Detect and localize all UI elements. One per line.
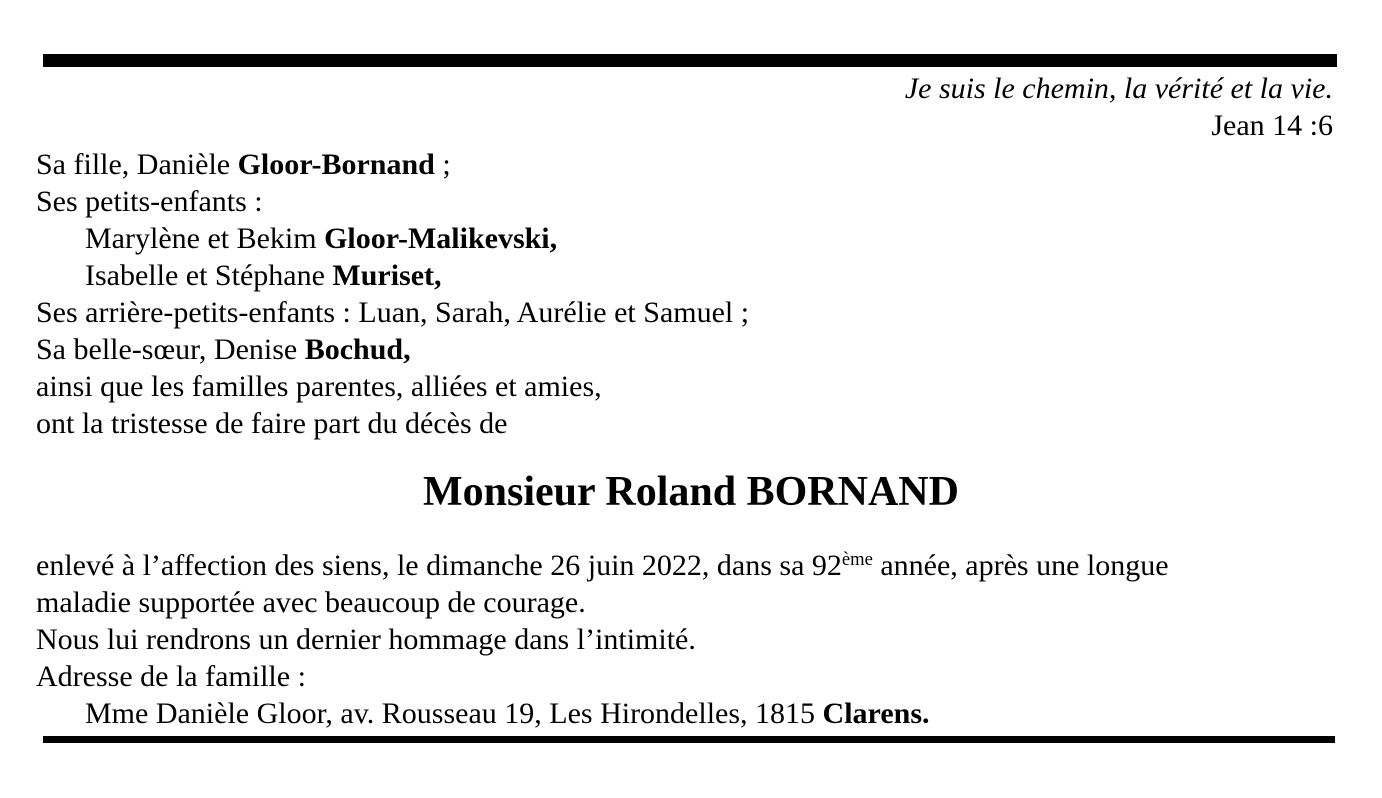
- text-segment: année, après une longue: [872, 549, 1169, 582]
- epigraph-reference: Jean 14 :6: [1211, 109, 1333, 142]
- text-segment: Mme Danièle Gloor, av. Rousseau 19, Les Hirondelles, 1815: [85, 697, 823, 730]
- bold-name-segment: Clarens.: [822, 697, 930, 730]
- announcement-line: [36, 331, 1333, 368]
- bold-name-segment: Muriset,: [332, 259, 442, 292]
- text-segment: Ses arrière-petits-enfants : Luan, Sarah, Aurélie et Samuel ;: [36, 296, 750, 329]
- text-segment: Nous lui rendrons un dernier hommage dans l’intimité.: [36, 623, 696, 656]
- epigraph-quote: Je suis le chemin, la vérité et la vie.: [904, 72, 1333, 105]
- deceased-name-title: Monsieur Roland BORNAND: [423, 469, 959, 515]
- bold-name-segment: Bochud,: [304, 333, 411, 366]
- text-segment: Isabelle et Stéphane: [85, 259, 333, 292]
- announcement-line: [36, 405, 1333, 442]
- bold-name-segment: Gloor-Bornand: [237, 148, 435, 181]
- details-line: [36, 695, 1333, 732]
- superscript-segment: ème: [841, 548, 873, 570]
- details-line: [36, 658, 1333, 695]
- announcement-line: [36, 368, 1333, 405]
- details-line: [36, 621, 1333, 658]
- text-segment: Ses petits-enfants :: [36, 185, 263, 218]
- announcement-line: [36, 220, 1333, 257]
- text-segment: ;: [434, 148, 451, 181]
- text-segment: Sa fille, Danièle: [36, 148, 238, 181]
- text-segment: ont la tristesse de faire part du décès de: [36, 407, 508, 440]
- text-segment: Adresse de la famille :: [36, 660, 306, 693]
- family-block: [36, 146, 1333, 442]
- details-block: [36, 547, 1333, 732]
- announcement-line: [36, 183, 1333, 220]
- text-segment: Marylène et Bekim: [85, 222, 325, 255]
- announcement-line: [36, 257, 1333, 294]
- bottom-rule: [43, 736, 1335, 743]
- details-line: [36, 584, 1333, 621]
- bold-name-segment: Gloor-Malikevski,: [324, 222, 558, 255]
- epigraph: [905, 70, 1333, 144]
- text-segment: enlevé à l’affection des siens, le dimanche 26 juin 2022, dans sa 92: [36, 549, 842, 582]
- text-segment: Sa belle-sœur, Denise: [36, 333, 305, 366]
- details-line: [36, 547, 1333, 584]
- announcement-line: [36, 146, 1333, 183]
- announcement-line: [36, 294, 1333, 331]
- text-segment: maladie supportée avec beaucoup de courage.: [36, 586, 586, 619]
- top-rule: [43, 54, 1337, 67]
- text-segment: ainsi que les familles parentes, alliées et amies,: [36, 370, 602, 403]
